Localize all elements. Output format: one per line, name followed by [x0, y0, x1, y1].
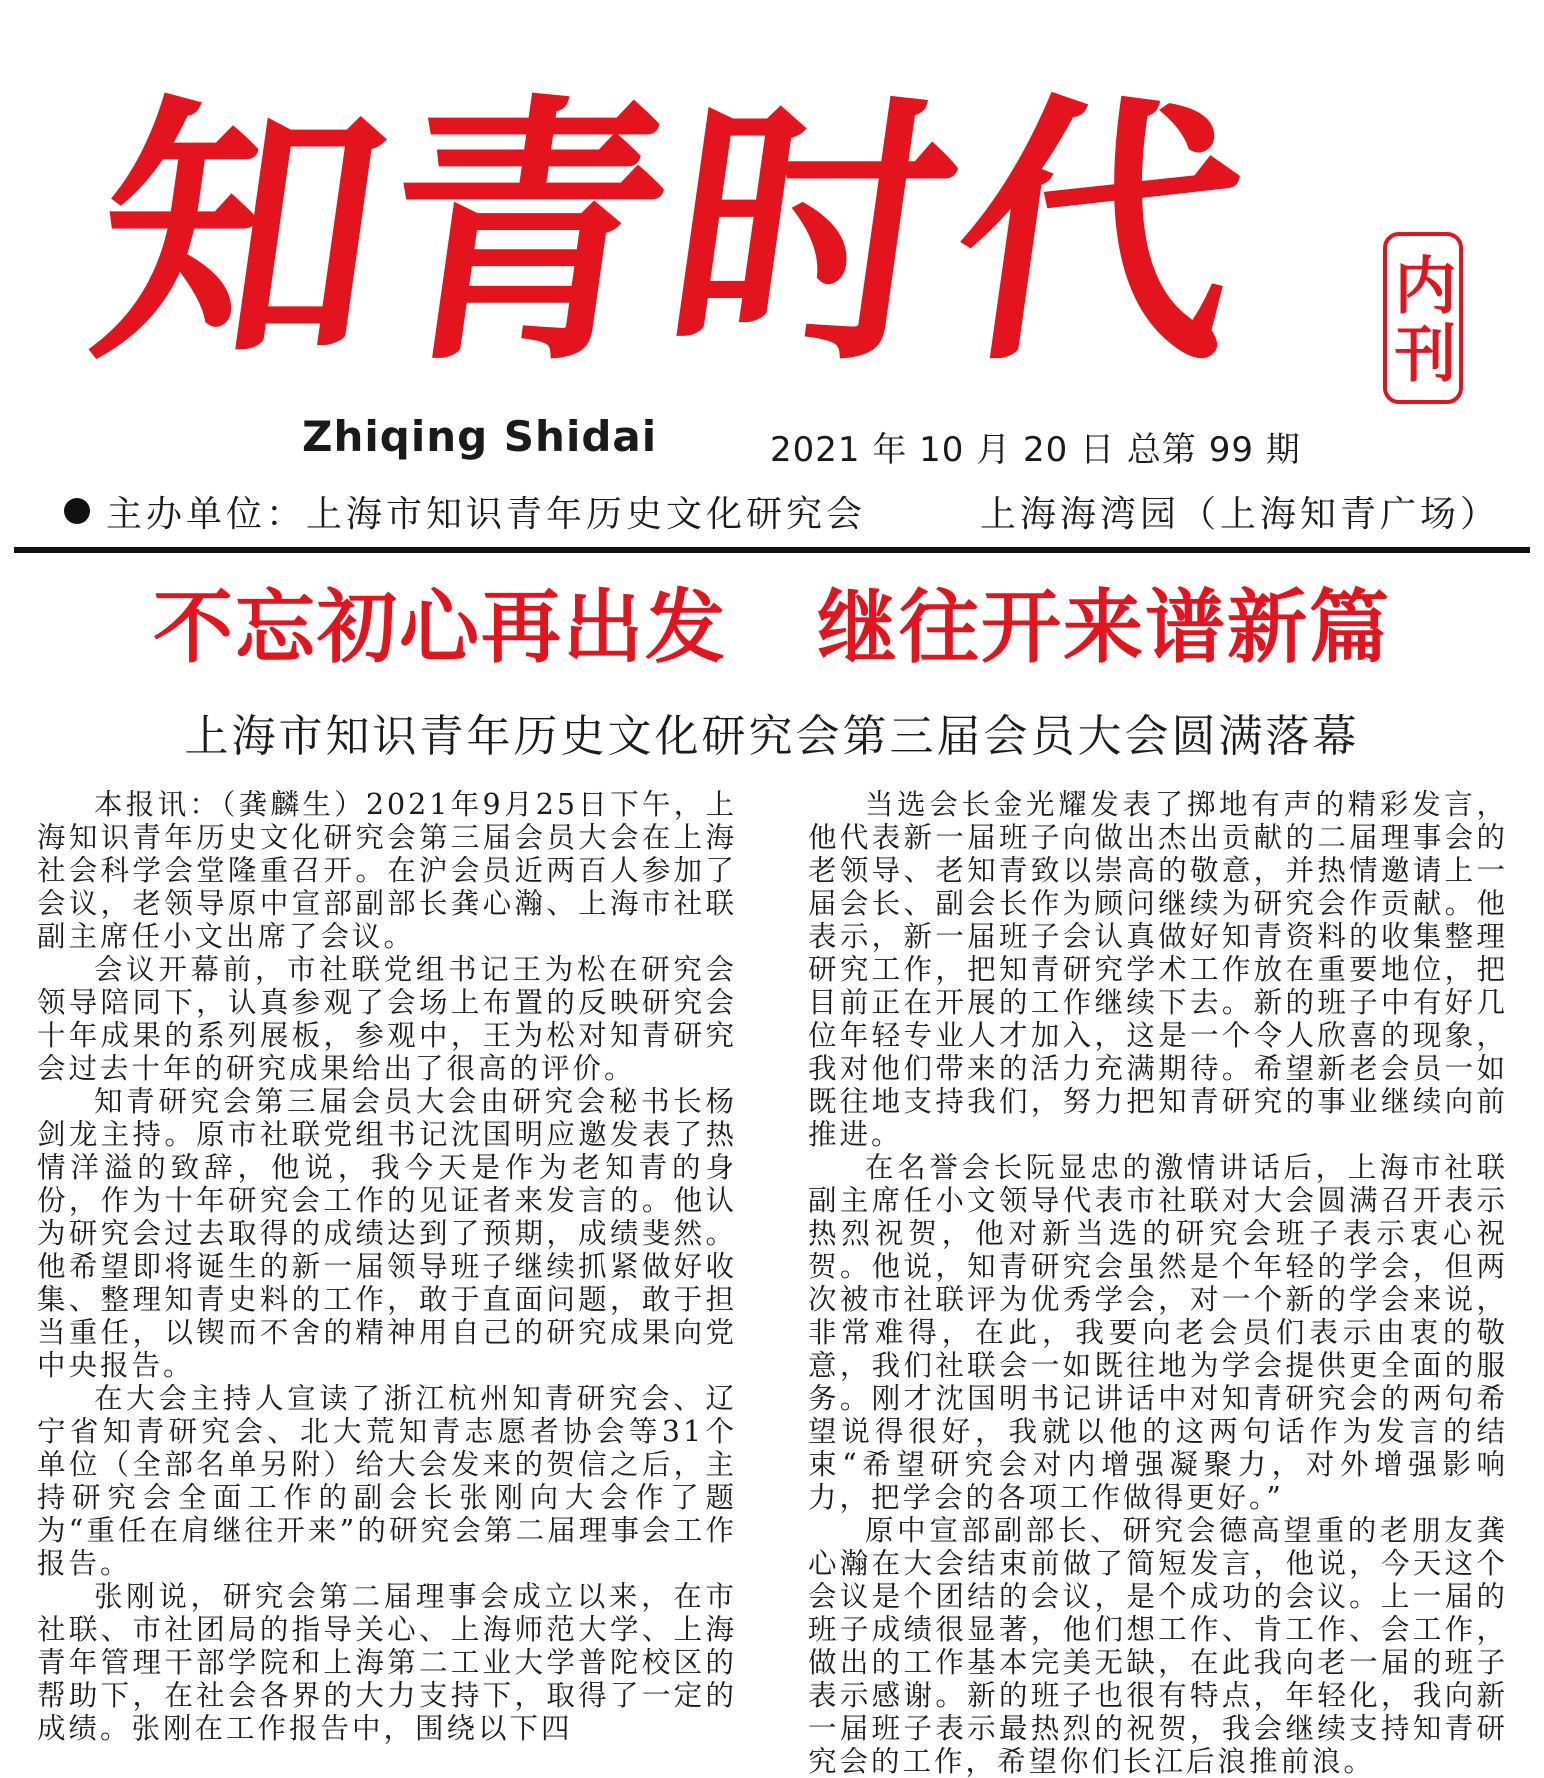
internal-publication-seal: 内刊 — [1383, 232, 1463, 404]
masthead-divider — [14, 547, 1530, 553]
paragraph: 知青研究会第三届会员大会由研究会秘书长杨剑龙主持。原市社联党组书记沈国明应邀发表了热情洋溢的致辞，他说，我今天是作为老知青的身份，作为十年研究会工作的见证者来发言的。他认为研究会过去取得的成绩达到了预期，成绩斐然。他希望即将诞生的新一届领导班子继续抓紧做好收集、整理知青史料的工作，敢于直面问题，敢于担当重任，以锲而不舍的精神用自己的研究成果向党中央报告。 — [37, 1085, 737, 1382]
paragraph: 在名誉会长阮显忠的激情讲话后，上海市社联副主席任小文领导代表市社联对大会圆满召开表示热烈祝贺，他对新当选的研究会班子表示衷心祝贺。他说，知青研究会虽然是个年轻的学会，但两次被市社联评为优秀学会，对一个新的学会来说，非常难得，在此，我要向老会员们表示由衷的敬意，我们社联会一如既往地为学会提供更全面的服务。刚才沈国明书记讲话中对知青研究会的两句希望说得很好，我就以他的这两句话作为发言的结束“希望研究会对内增强凝聚力，对外增强影响力，把学会的各项工作做得更好。” — [808, 1151, 1508, 1514]
paragraph: 张刚说，研究会第二届理事会成立以来，在市社联、市社团局的指导关心、上海师范大学、上海青年管理干部学院和上海第二工业大学普陀校区的帮助下，在社会各界的大力支持下，取得了一定的成绩。张刚在工作报告中，围绕以下四 — [37, 1580, 737, 1745]
article-headline — [0, 580, 1544, 676]
headline-part-2: 继往开来谱新篇 — [817, 581, 1391, 674]
paragraph: 在大会主持人宣读了浙江杭州知青研究会、辽宁省知青研究会、北大荒知青志愿者协会等31个单位（全部名单另附）给大会发来的贺信之后，主持研究会全面工作的副会长张刚向大会作了题为“重任在肩继往开来”的研究会第二届理事会工作报告。 — [37, 1382, 737, 1580]
issue-date-number: 2021 年 10 月 20 日 总第 99 期 — [770, 430, 1301, 470]
sponsor-row — [60, 486, 1500, 536]
bullet-dot-icon — [64, 498, 90, 524]
paragraph: 本报讯：（龚麟生）2021年9月25日下午，上海知识青年历史文化研究会第三届会员大会在上海社会科学会堂隆重召开。在沪会员近两百人参加了会议，老领导原中宣部副部长龚心瀚、上海市社联副主席任小文出席了会议。 — [37, 788, 737, 953]
article-subheadline: 上海市知识青年历史文化研究会第三届会员大会圆满落幕 — [184, 711, 1360, 762]
headline-part-1: 不忘初心再出发 — [153, 581, 727, 674]
sponsor-organization: 主办单位：上海市知识青年历史文化研究会 — [106, 494, 867, 535]
masthead-pinyin: Zhiqing Shidai — [302, 412, 658, 461]
paragraph: 当选会长金光耀发表了掷地有声的精彩发言，他代表新一届班子向做出杰出贡献的二届理事会的老领导、老知青致以崇高的敬意，并热情邀请上一届会长、副会长作为顾问继续为研究会作贡献。他表示，新一届班子会认真做好知青资料的收集整理研究工作，把知青研究学术工作放在重要地位，把目前正在开展的工作继续下去。新的班子中有好几位年轻专业人才加入，这是一个令人欣喜的现象，我对他们带来的活力充满期待。希望新老会员一如既往地支持我们，努力把知青研究的事业继续向前推进。 — [808, 788, 1508, 1151]
article-column-left — [37, 788, 737, 1756]
masthead — [0, 0, 1544, 560]
masthead-title: 知青时代 — [76, 70, 1268, 399]
paragraph: 原中宣部副部长、研究会德高望重的老朋友龚心瀚在大会结束前做了简短发言，他说，今天这个会议是个团结的会议，是个成功的会议。上一届的班子成绩很显著，他们想工作、肯工作、会工作，做出的工作基本完美无缺，在此我向老一届的班子表示感谢。新的班子也很有特点，年轻化，我向新一届班子表示最热烈的祝贺，我会继续支持知青研究会的工作，希望你们长江后浪推前浪。 — [808, 1514, 1508, 1778]
article-column-right — [808, 788, 1508, 1778]
paragraph: 会议开幕前，市社联党组书记王为松在研究会领导陪同下，认真参观了会场上布置的反映研究会十年成果的系列展板，参观中，王为松对知青研究会过去十年的研究成果给出了很高的评价。 — [37, 953, 737, 1085]
venue-name: 上海海湾园（上海知青广场） — [979, 494, 1500, 535]
